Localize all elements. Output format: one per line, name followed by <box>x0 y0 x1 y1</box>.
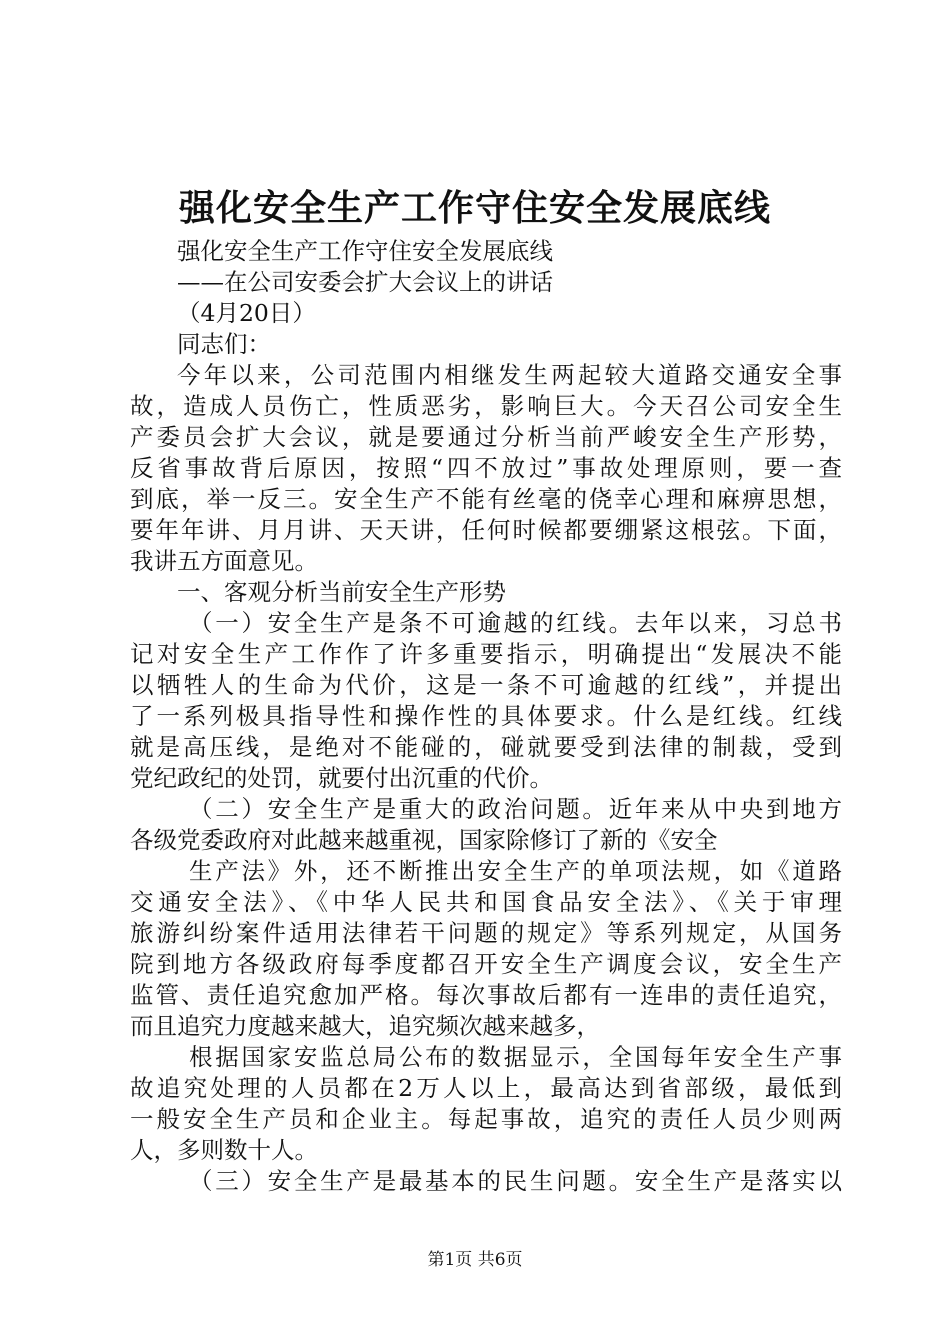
body-line: 根据国家安监总局公布的数据显示，全国每年安全生产事 <box>189 1043 842 1071</box>
body-line: 交通安全法》、《中华人民共和国食品安全法》、《关于审理 <box>130 888 842 916</box>
body-line: 强化安全生产工作守住安全发展底线 <box>177 237 553 265</box>
body-line: 以牺牲人的生命为代价，这是一条不可逾越的红线”，并提出 <box>130 671 842 699</box>
body-line: 产委员会扩大会议，就是要通过分析当前严峻安全生产形势， <box>130 423 842 451</box>
body-line: （一）安全生产是条不可逾越的红线。去年以来，习总书 <box>189 609 842 637</box>
body-line: 一般安全生产员和企业主。每起事故，追究的责任人员少则两 <box>130 1105 842 1133</box>
body-line: 院到地方各级政府每季度都召开安全生产调度会议，安全生产 <box>130 950 842 978</box>
body-line: （4月20日） <box>177 299 316 327</box>
body-line: 要年年讲、月月讲、天天讲，任何时候都要绷紧这根弦。下面， <box>130 516 842 544</box>
body-line: 我讲五方面意见。 <box>130 547 318 575</box>
body-line: （二）安全生产是重大的政治问题。近年来从中央到地方 <box>189 795 842 823</box>
body-line: （三）安全生产是最基本的民生问题。安全生产是落实以 <box>189 1167 842 1195</box>
body-line: 故，造成人员伤亡，性质恶劣，影响巨大。今天召公司安全生 <box>130 392 842 420</box>
body-line: 到底，举一反三。安全生产不能有丝毫的侥幸心理和麻痹思想， <box>130 485 842 513</box>
document-title: 强化安全生产工作守住安全发展底线 <box>178 187 771 229</box>
body-line: 生产法》外，还不断推出安全生产的单项法规，如《道路 <box>189 857 842 885</box>
body-line: ——在公司安委会扩大会议上的讲话 <box>177 268 553 296</box>
body-line: 党纪政纪的处罚，就要付出沉重的代价。 <box>130 764 553 792</box>
body-line: 而且追究力度越来越大，追究频次越来越多， <box>130 1012 600 1040</box>
body-line: 人，多则数十人。 <box>130 1136 318 1164</box>
body-line: 记对安全生产工作作了许多重要指示，明确提出“发展决不能 <box>130 640 842 668</box>
page-footer: 第1页 共6页 <box>427 1250 523 1270</box>
body-line: 反省事故背后原因，按照“四不放过”事故处理原则，要一查 <box>130 454 842 482</box>
body-line: 一、客观分析当前安全生产形势 <box>177 578 506 606</box>
body-line: 旅游纠纷案件适用法律若干问题的规定》等系列规定，从国务 <box>130 919 842 947</box>
body-line: 就是高压线，是绝对不能碰的，碰就要受到法律的制裁，受到 <box>130 733 842 761</box>
body-line: 同志们： <box>177 330 271 358</box>
body-line: 故追究处理的人员都在2万人以上，最高达到省部级，最低到 <box>130 1074 842 1102</box>
body-line: 今年以来，公司范围内相继发生两起较大道路交通安全事 <box>177 361 842 389</box>
body-line: 各级党委政府对此越来越重视，国家除修订了新的《安全 <box>130 826 718 854</box>
document-body <box>130 236 842 1197</box>
body-line: 了一系列极具指导性和操作性的具体要求。什么是红线。红线 <box>130 702 842 730</box>
body-line: 监管、责任追究愈加严格。每次事故后都有一连串的责任追究， <box>130 981 842 1009</box>
